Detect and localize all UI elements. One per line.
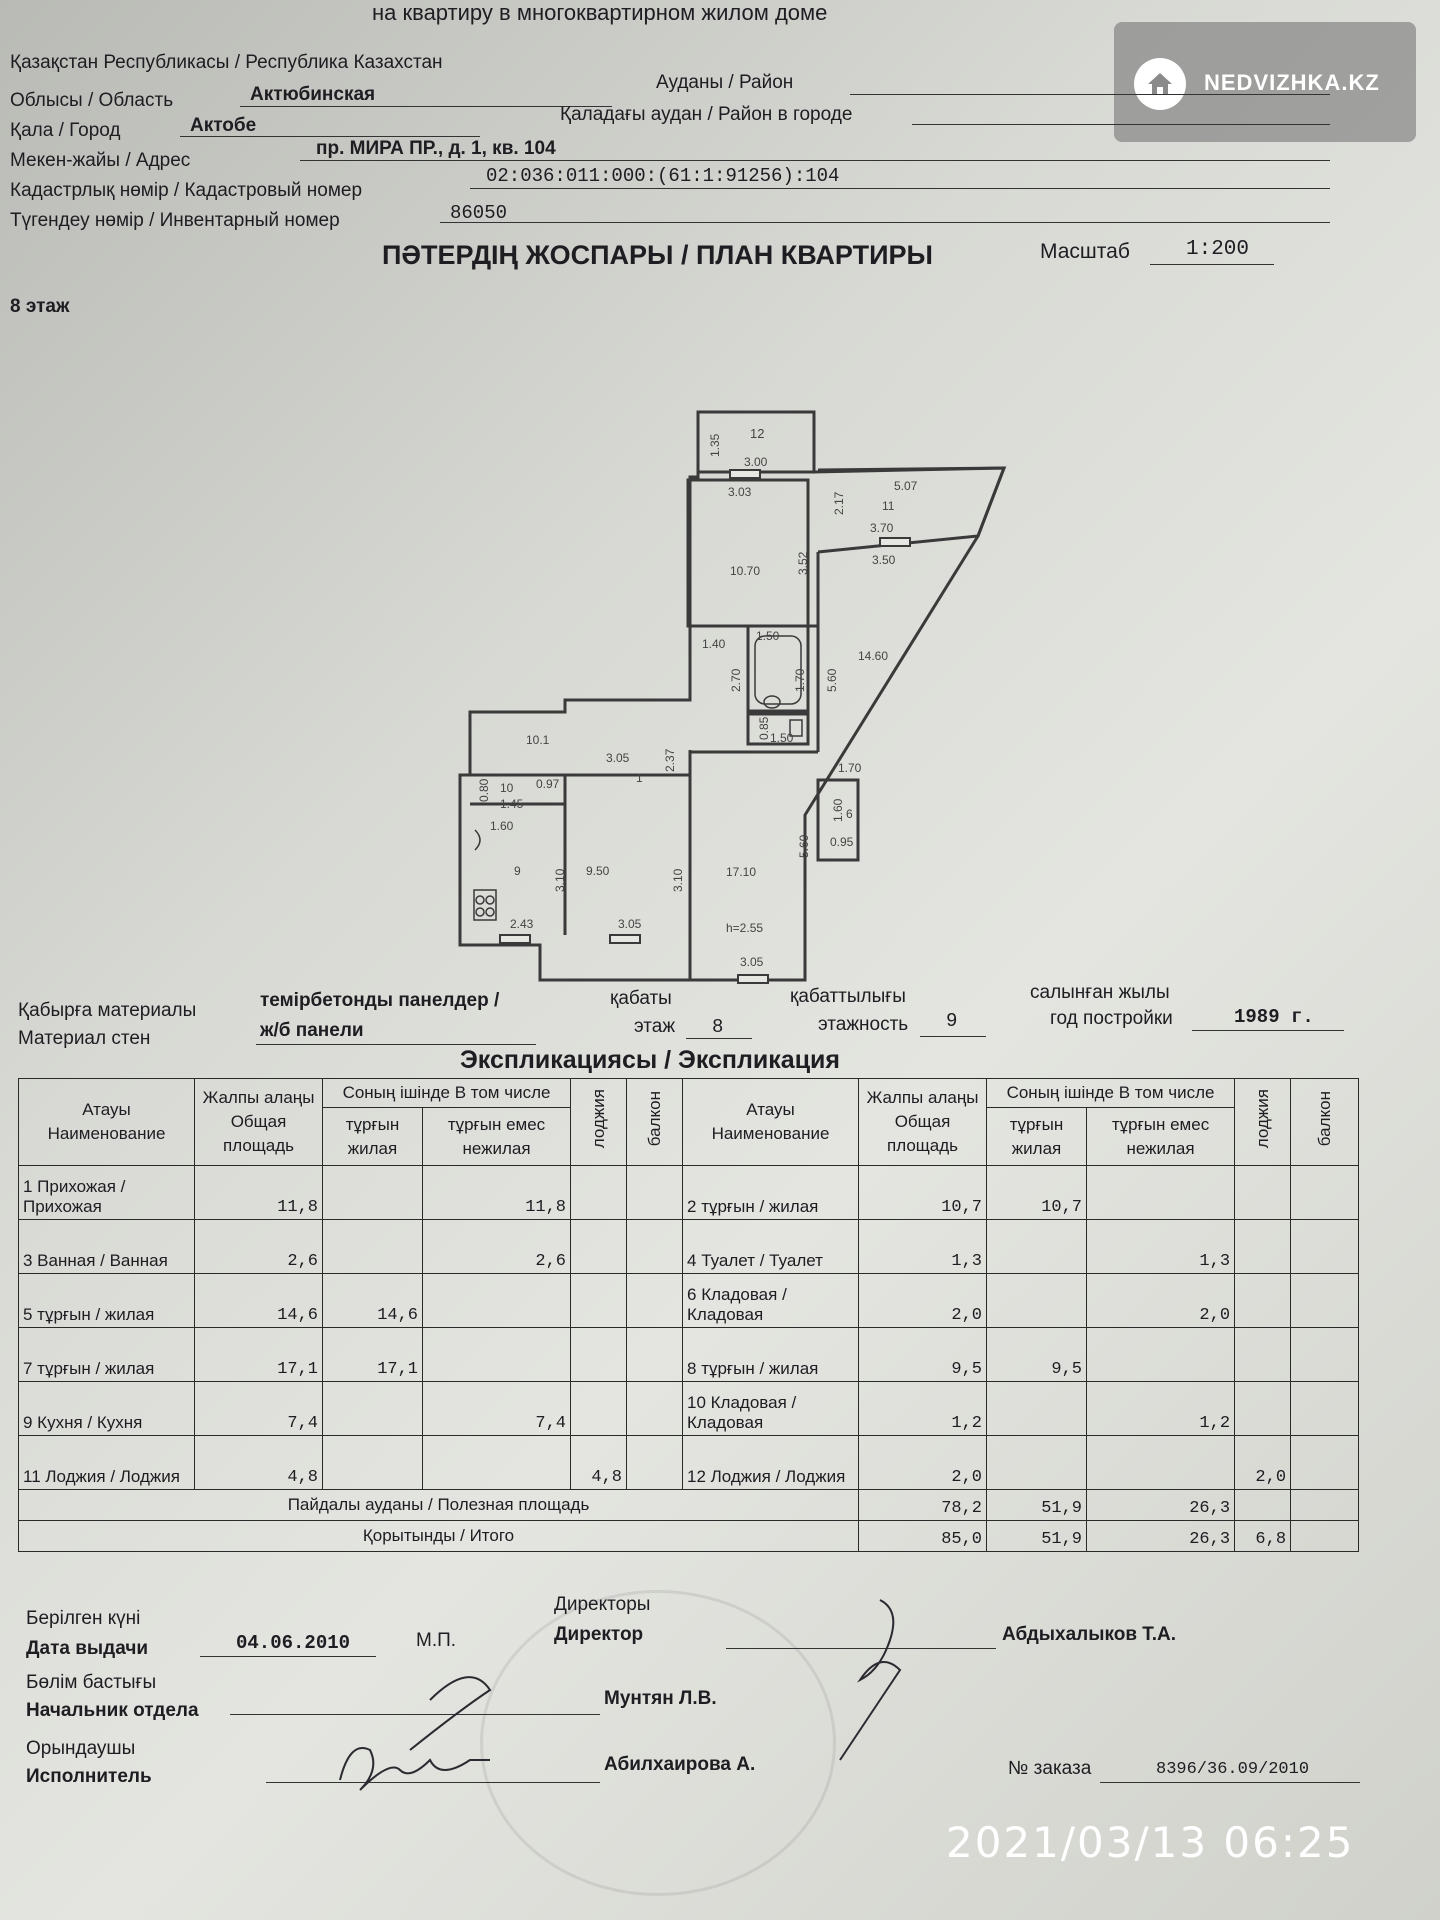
cell-l-total: 14,6	[195, 1274, 323, 1328]
cell-l-bal	[627, 1166, 683, 1220]
photo-timestamp: 2021/03/13 06:25	[946, 1818, 1355, 1867]
dim-305a: 3.05	[606, 751, 630, 765]
cell-r-name: 8 тұрғын / жилая	[683, 1328, 859, 1382]
floors-label-ru: этажность	[818, 1014, 909, 1035]
cell-l-log	[571, 1220, 627, 1274]
room-label-1: 1	[636, 771, 643, 785]
cell-l-non	[423, 1436, 571, 1490]
cell-r-non: 1,2	[1087, 1382, 1235, 1436]
cell-r-name: 10 Кладовая / Кладовая	[683, 1382, 859, 1436]
room-label-11: 11	[882, 499, 895, 513]
cell-r-living: 9,5	[987, 1328, 1087, 1382]
room-2-outline	[688, 480, 808, 626]
cell-l-living: 14,6	[323, 1274, 423, 1328]
district-label: Ауданы / Район	[656, 72, 794, 93]
cell-r-log	[1235, 1328, 1291, 1382]
dim-237: 2.37	[663, 748, 677, 772]
cell-l-living	[323, 1382, 423, 1436]
cell-l-living: 17,1	[323, 1328, 423, 1382]
cell-l-name: 7 тұрғын / жилая	[19, 1328, 195, 1382]
dim-560a: 5.60	[825, 668, 839, 692]
dim-303: 3.03	[728, 485, 752, 499]
floor-note: 8 этаж	[10, 296, 70, 317]
dim-370: 3.70	[870, 521, 894, 535]
cell-r-name: 6 Кладовая / Кладовая	[683, 1274, 859, 1328]
cadastral-label: Кадастрлық нөмір / Кадастровый номер	[10, 180, 363, 201]
cell-l-total: 7,4	[195, 1382, 323, 1436]
cell-r-bal	[1291, 1220, 1359, 1274]
cell-r-bal	[1291, 1328, 1359, 1382]
inventory-value: 86050	[450, 202, 508, 224]
ceiling-height: h=2.55	[726, 921, 764, 935]
cell-l-total: 4,8	[195, 1436, 323, 1490]
cell-l-living	[323, 1436, 423, 1490]
cell-l-living	[323, 1166, 423, 1220]
dim-352: 3.52	[796, 551, 810, 575]
col-total-left: Жалпы алаңы Общая площадь	[195, 1079, 323, 1166]
floors-label-kz: қабаттылығы	[790, 986, 906, 1007]
watermark-site: NEDVIZHKA.KZ	[1204, 70, 1380, 95]
dim-170b: 1.70	[838, 761, 862, 775]
table-row	[19, 1436, 1359, 1490]
cell-l-living	[323, 1220, 423, 1274]
dim-170a: 1.70	[793, 668, 807, 692]
total-nonliving: 26,3	[1087, 1521, 1235, 1552]
wall-label-kz: Қабырға материалы	[18, 1000, 197, 1021]
col-loggia-right: лоджия	[1235, 1079, 1291, 1166]
cell-l-non	[423, 1274, 571, 1328]
col-balcony-right: балкон	[1291, 1079, 1359, 1166]
cell-r-living: 10,7	[987, 1166, 1087, 1220]
dim-217: 2.17	[832, 491, 846, 515]
cell-r-bal	[1291, 1274, 1359, 1328]
cell-r-total: 10,7	[859, 1166, 987, 1220]
table-row	[19, 1166, 1359, 1220]
floor-label-ru: этаж	[634, 1016, 676, 1037]
dim-140: 1.40	[702, 637, 726, 651]
floors-line	[920, 1036, 986, 1037]
head-signature	[410, 1677, 490, 1750]
total-label: Қорытынды / Итого	[19, 1521, 859, 1552]
cell-l-bal	[627, 1220, 683, 1274]
year-label-kz: салынған жылы	[1030, 982, 1170, 1003]
cell-r-living	[987, 1274, 1087, 1328]
cadastral-value: 02:036:011:000:(61:1:91256):104	[486, 165, 840, 187]
cell-l-log	[571, 1166, 627, 1220]
issue-label-kz: Берілген күні	[26, 1608, 141, 1629]
total-living: 51,9	[987, 1521, 1087, 1552]
total-loggia: 6,8	[1235, 1521, 1291, 1552]
total-area: 85,0	[859, 1521, 987, 1552]
dim-150a: 1.50	[756, 629, 780, 643]
exec-name: Абилхаирова А.	[604, 1754, 756, 1775]
cell-r-non: 2,0	[1087, 1274, 1235, 1328]
area-950: 9.50	[586, 864, 610, 878]
dim-095: 0.95	[830, 835, 854, 849]
mp-label: М.П.	[416, 1630, 457, 1651]
head-label-ru: Начальник отдела	[26, 1700, 199, 1721]
cell-l-log	[571, 1274, 627, 1328]
table-header-row	[19, 1079, 1359, 1108]
executor-signature	[340, 1748, 490, 1790]
cell-l-log	[571, 1328, 627, 1382]
country-label: Қазақстан Республикасы / Республика Казахстан	[10, 52, 443, 73]
dim-150b: 1.50	[770, 731, 794, 745]
cell-r-name: 2 тұрғын / жилая	[683, 1166, 859, 1220]
scale-label: Масштаб	[1040, 240, 1130, 263]
table-row	[19, 1220, 1359, 1274]
address-value: пр. МИРА ПР., д. 1, кв. 104	[316, 138, 556, 159]
col-total-right: Жалпы алаңы Общая площадь	[859, 1079, 987, 1166]
room-label-12: 12	[750, 426, 765, 441]
area-146: 14.60	[858, 649, 889, 663]
region-value: Актюбинская	[250, 84, 376, 105]
col-living-left: тұрғын жилая	[323, 1108, 423, 1166]
cell-r-total: 1,3	[859, 1220, 987, 1274]
year-line	[1192, 1030, 1344, 1031]
dim-300: 3.00	[744, 455, 768, 469]
cell-r-bal	[1291, 1166, 1359, 1220]
col-living-right: тұрғын жилая	[987, 1108, 1087, 1166]
director-signature	[840, 1600, 900, 1760]
signatures	[0, 1580, 1440, 1820]
cell-r-log	[1235, 1382, 1291, 1436]
dim-560b: 5.60	[797, 834, 811, 858]
order-label: № заказа	[1008, 1758, 1092, 1779]
col-loggia-left: лоджия	[571, 1079, 627, 1166]
col-balcony-left: балкон	[627, 1079, 683, 1166]
inventory-label: Түгендеу нөмір / Инвентарный номер	[10, 210, 340, 231]
cell-l-bal	[627, 1382, 683, 1436]
floors-value: 9	[946, 1010, 958, 1032]
col-name-right: Атауы Наименование	[683, 1079, 859, 1166]
dim-310a: 3.10	[553, 868, 567, 892]
cell-l-non	[423, 1328, 571, 1382]
dim-243: 2.43	[510, 917, 534, 931]
useful-area-row	[19, 1490, 1359, 1521]
room-label-9: 9	[514, 864, 521, 878]
cell-l-non: 7,4	[423, 1382, 571, 1436]
exec-label-kz: Орындаушы	[26, 1738, 136, 1759]
total-row	[19, 1521, 1359, 1552]
dim-305c: 3.05	[740, 955, 764, 969]
cell-l-total: 11,8	[195, 1166, 323, 1220]
cell-r-living	[987, 1382, 1087, 1436]
cell-r-log: 2,0	[1235, 1436, 1291, 1490]
area-101: 10.1	[526, 733, 550, 747]
floor-value: 8	[712, 1016, 724, 1038]
dim-270: 2.70	[729, 668, 743, 692]
dim-160b: 1.60	[831, 798, 845, 822]
area-171: 17.10	[726, 865, 757, 879]
col-nonliving-right: тұрғын емес нежилая	[1087, 1108, 1235, 1166]
city-label: Қала / Город	[10, 120, 121, 141]
cell-l-non: 2,6	[423, 1220, 571, 1274]
room-label-10: 10	[500, 781, 514, 795]
explication-title: Экспликациясы / Экспликация	[460, 1046, 841, 1074]
col-including-left: Соның ішінде В том числе	[323, 1079, 571, 1108]
scale-value: 1:200	[1186, 238, 1250, 261]
city-value: Актобе	[190, 115, 257, 136]
dim-305b: 3.05	[618, 917, 642, 931]
cell-l-name: 1 Прихожая / Прихожая	[19, 1166, 195, 1220]
cell-l-name: 3 Ванная / Ванная	[19, 1220, 195, 1274]
room-label-6: 6	[846, 807, 853, 821]
issue-date: 04.06.2010	[236, 1632, 351, 1654]
cell-r-living	[987, 1220, 1087, 1274]
col-including-right: Соның ішінде В том числе	[987, 1079, 1235, 1108]
plan-title: ПӘТЕРДІҢ ЖОСПАРЫ / ПЛАН КВАРТИРЫ	[382, 240, 933, 270]
cell-r-total: 9,5	[859, 1328, 987, 1382]
cell-l-name: 11 Лоджия / Лоджия	[19, 1436, 195, 1490]
year-value: 1989 г.	[1234, 1006, 1314, 1028]
cell-r-total: 1,2	[859, 1382, 987, 1436]
cell-r-non	[1087, 1328, 1235, 1382]
dim-350: 3.50	[872, 553, 896, 567]
floor-label-kz: қабаты	[610, 988, 672, 1009]
cell-r-log	[1235, 1220, 1291, 1274]
useful-area-label: Пайдалы ауданы / Полезная площадь	[19, 1490, 859, 1521]
dim-085: 0.85	[757, 716, 771, 740]
wall-value-ru: ж/б панели	[260, 1020, 364, 1041]
floor-line	[686, 1038, 752, 1039]
cell-r-total: 2,0	[859, 1274, 987, 1328]
cell-l-log: 4,8	[571, 1436, 627, 1490]
explication-table	[18, 1078, 1359, 1552]
cell-l-name: 9 Кухня / Кухня	[19, 1382, 195, 1436]
dim-080: 0.80	[477, 778, 491, 802]
wall-value-kz: темірбетонды панелдер /	[260, 990, 500, 1011]
useful-area-nonliving: 26,3	[1087, 1490, 1235, 1521]
cell-r-bal	[1291, 1436, 1359, 1490]
cell-r-log	[1235, 1274, 1291, 1328]
order-value: 8396/36.09/2010	[1156, 1760, 1310, 1779]
wall-line	[256, 1044, 536, 1045]
director-label-kz: Директоры	[554, 1594, 651, 1615]
area-107: 10.70	[730, 564, 761, 578]
wall-label-ru: Материал стен	[18, 1028, 151, 1049]
useful-area-living: 51,9	[987, 1490, 1087, 1521]
city-district-label: Қаладағы аудан / Район в городе	[560, 104, 853, 125]
cell-l-total: 2,6	[195, 1220, 323, 1274]
col-name-left: Атауы Наименование	[19, 1079, 195, 1166]
head-label-kz: Бөлім бастығы	[26, 1672, 157, 1693]
cell-l-bal	[627, 1328, 683, 1382]
cell-r-non	[1087, 1166, 1235, 1220]
cell-r-living	[987, 1436, 1087, 1490]
head-name: Мунтян Л.В.	[604, 1688, 717, 1709]
dim-135: 1.35	[708, 433, 722, 457]
dim-310b: 3.10	[671, 868, 685, 892]
dim-097: 0.97	[536, 777, 560, 791]
issue-label-ru: Дата выдачи	[26, 1638, 149, 1659]
cell-l-total: 17,1	[195, 1328, 323, 1382]
cell-l-non: 11,8	[423, 1166, 571, 1220]
cell-l-bal	[627, 1274, 683, 1328]
cell-l-bal	[627, 1436, 683, 1490]
dim-145: 1.45	[500, 797, 524, 811]
exec-label-ru: Исполнитель	[26, 1766, 152, 1787]
document-type-heading: на квартиру в многоквартирном жилом доме	[372, 0, 828, 25]
director-name: Абдыхалыков Т.А.	[1002, 1624, 1177, 1645]
table-row	[19, 1328, 1359, 1382]
dim-507: 5.07	[894, 479, 918, 493]
director-label-ru: Директор	[554, 1624, 644, 1645]
cell-r-total: 2,0	[859, 1436, 987, 1490]
useful-area-loggia	[1235, 1490, 1291, 1521]
cell-r-name: 4 Туалет / Туалет	[683, 1220, 859, 1274]
address-label: Мекен-жайы / Адрес	[10, 150, 191, 171]
cell-r-non	[1087, 1436, 1235, 1490]
year-label-ru: год постройки	[1050, 1008, 1173, 1029]
cell-r-bal	[1291, 1382, 1359, 1436]
dim-160a: 1.60	[490, 819, 514, 833]
col-nonliving-left: тұрғын емес нежилая	[423, 1108, 571, 1166]
cell-l-log	[571, 1382, 627, 1436]
table-row	[19, 1382, 1359, 1436]
cell-l-name: 5 тұрғын / жилая	[19, 1274, 195, 1328]
cell-r-non: 1,3	[1087, 1220, 1235, 1274]
region-label: Облысы / Область	[10, 90, 174, 111]
cell-r-name: 12 Лоджия / Лоджия	[683, 1436, 859, 1490]
table-row	[19, 1274, 1359, 1328]
cell-r-log	[1235, 1166, 1291, 1220]
useful-area-total: 78,2	[859, 1490, 987, 1521]
